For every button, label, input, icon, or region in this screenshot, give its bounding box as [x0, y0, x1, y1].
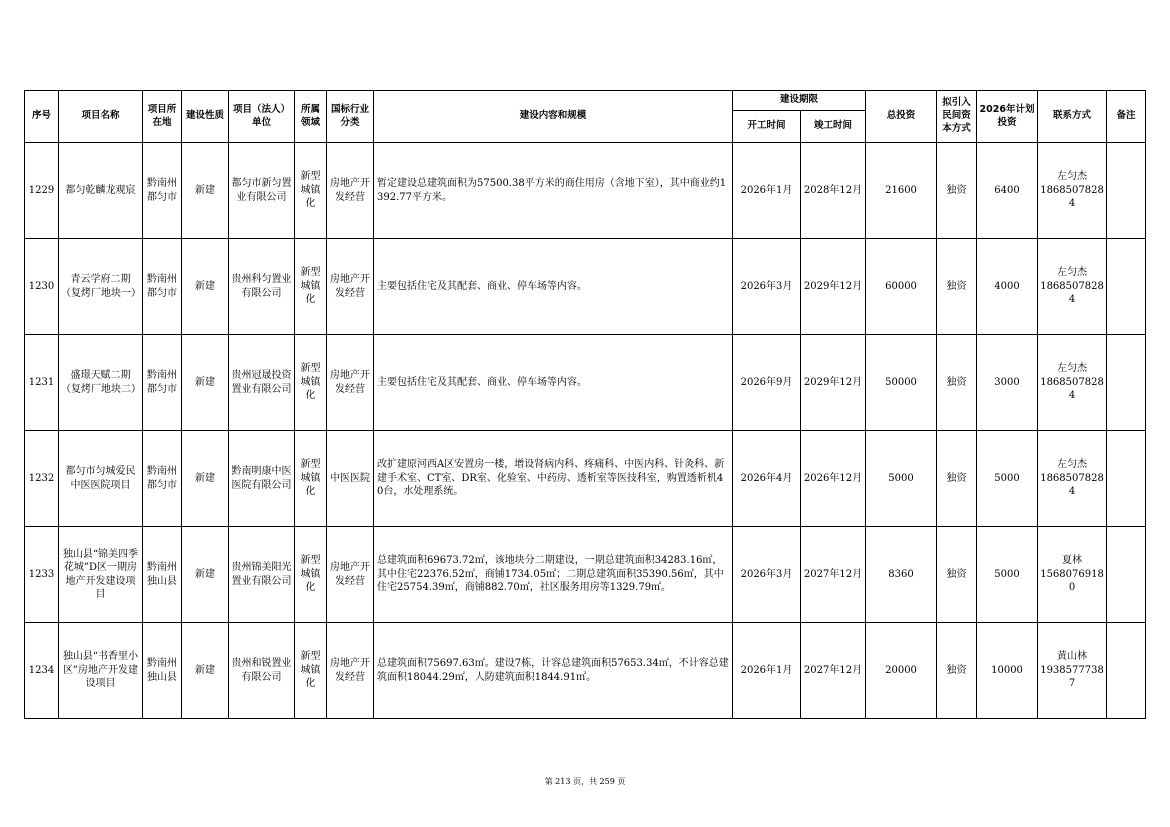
- cell-industry: 房地产开发经营: [327, 623, 374, 719]
- header-end: 竣工时间: [801, 111, 866, 143]
- cell-contact: [1038, 143, 1107, 239]
- table-row: [25, 431, 1146, 527]
- cell-plan2026: 5000: [977, 527, 1038, 623]
- cell-scope: 主要包括住宅及其配套、商业、停车场等内容。: [374, 239, 733, 335]
- cell-unit: 都匀市新匀置业有限公司: [229, 143, 295, 239]
- cell-nature: 新建: [182, 527, 229, 623]
- cell-start: 2026年1月: [733, 143, 801, 239]
- contact-phone: 15680769180: [1040, 568, 1104, 594]
- header-location: 项目所在地: [143, 91, 182, 143]
- table-row: [25, 623, 1146, 719]
- cell-capital: 独资: [937, 143, 977, 239]
- cell-seq: 1232: [25, 431, 59, 527]
- cell-seq: 1229: [25, 143, 59, 239]
- cell-contact: [1038, 623, 1107, 719]
- cell-field: 新型城镇化: [295, 431, 327, 527]
- contact-name: 黄山林: [1057, 651, 1088, 663]
- cell-nature: 新建: [182, 335, 229, 431]
- contact-name: 左匀杰: [1057, 171, 1088, 183]
- cell-note: [1107, 335, 1146, 431]
- header-note: 备注: [1107, 91, 1146, 143]
- header-field: 所属领域: [295, 91, 327, 143]
- cell-total: 60000: [866, 239, 937, 335]
- contact-phone: 18685078284: [1040, 184, 1104, 210]
- cell-unit: 贵州锦美阳光置业有限公司: [229, 527, 295, 623]
- header-period: 建设期限: [733, 91, 866, 111]
- cell-location: 黔南州独山县: [143, 527, 182, 623]
- cell-industry: 房地产开发经营: [327, 239, 374, 335]
- cell-name: 都匀市匀城爱民中医医院项目: [59, 431, 143, 527]
- cell-end: 2027年12月: [801, 623, 866, 719]
- header-industry: 国标行业分类: [327, 91, 374, 143]
- cell-field: 新型城镇化: [295, 239, 327, 335]
- cell-total: 5000: [866, 431, 937, 527]
- cell-seq: 1233: [25, 527, 59, 623]
- cell-start: 2026年3月: [733, 239, 801, 335]
- table-row: [25, 143, 1146, 239]
- cell-scope: 改扩建原河西A区安置房一楼，增设肾病内科、疼痛科、中医内科、针灸科、新建手术室、CT室、DR室、化验室、中药房、透析室等医技科室，购置透析机40台，水处理系统。: [374, 431, 733, 527]
- cell-field: 新型城镇化: [295, 527, 327, 623]
- cell-contact: [1038, 527, 1107, 623]
- contact-name: 左匀杰: [1057, 267, 1088, 279]
- cell-plan2026: 4000: [977, 239, 1038, 335]
- cell-unit: 贵州和锐置业有限公司: [229, 623, 295, 719]
- contact-phone: 18685078284: [1040, 376, 1104, 402]
- cell-location: 黔南州都匀市: [143, 239, 182, 335]
- cell-start: 2026年9月: [733, 335, 801, 431]
- cell-start: 2026年4月: [733, 431, 801, 527]
- cell-name: 盛璟天赋二期（复烤厂地块二）: [59, 335, 143, 431]
- cell-industry: 房地产开发经营: [327, 527, 374, 623]
- cell-capital: 独资: [937, 527, 977, 623]
- cell-note: [1107, 239, 1146, 335]
- header-scope: 建设内容和规模: [374, 91, 733, 143]
- table-row: [25, 335, 1146, 431]
- cell-end: 2029年12月: [801, 335, 866, 431]
- cell-location: 黔南州都匀市: [143, 335, 182, 431]
- cell-nature: 新建: [182, 431, 229, 527]
- cell-industry: 中医医院: [327, 431, 374, 527]
- cell-unit: 贵州科匀置业有限公司: [229, 239, 295, 335]
- cell-contact: [1038, 335, 1107, 431]
- header-nature: 建设性质: [182, 91, 229, 143]
- cell-field: 新型城镇化: [295, 335, 327, 431]
- cell-nature: 新建: [182, 623, 229, 719]
- cell-location: 黔南州都匀市: [143, 431, 182, 527]
- cell-scope: 总建筑面积69673.72㎡，该地块分二期建设，一期总建筑面积34283.16㎡，其中住宅22376.52㎡，商铺1734.05㎡；二期总建筑面积35390.56㎡，其中住宅25754.39㎡，商铺882.70㎡，社区服务用房等1329.79㎡。: [374, 527, 733, 623]
- cell-name: 都匀乾麟龙观宸: [59, 143, 143, 239]
- cell-capital: 独资: [937, 239, 977, 335]
- cell-start: 2026年1月: [733, 623, 801, 719]
- contact-phone: 19385777387: [1040, 664, 1104, 690]
- cell-contact: [1038, 239, 1107, 335]
- contact-phone: 18685078284: [1040, 280, 1104, 306]
- cell-seq: 1231: [25, 335, 59, 431]
- cell-note: [1107, 431, 1146, 527]
- cell-capital: 独资: [937, 431, 977, 527]
- table-row: [25, 239, 1146, 335]
- cell-end: 2026年12月: [801, 431, 866, 527]
- cell-end: 2029年12月: [801, 239, 866, 335]
- cell-scope: 暂定建设总建筑面积为57500.38平方米的商住用房（含地下室），其中商业约1392.77平方米。: [374, 143, 733, 239]
- contact-name: 左匀杰: [1057, 459, 1088, 471]
- project-table: [24, 90, 1146, 719]
- cell-note: [1107, 527, 1146, 623]
- cell-total: 50000: [866, 335, 937, 431]
- contact-phone: 18685078284: [1040, 472, 1104, 498]
- cell-name: 独山县“锦美四季花城”D区一期房地产开发建设项目: [59, 527, 143, 623]
- cell-unit: 贵州冠晟投资置业有限公司: [229, 335, 295, 431]
- cell-plan2026: 3000: [977, 335, 1038, 431]
- cell-end: 2028年12月: [801, 143, 866, 239]
- table-body: [25, 143, 1146, 719]
- cell-plan2026: 5000: [977, 431, 1038, 527]
- cell-unit: 黔南明康中医医院有限公司: [229, 431, 295, 527]
- cell-location: 黔南州都匀市: [143, 143, 182, 239]
- header-total: 总投资: [866, 91, 937, 143]
- cell-nature: 新建: [182, 143, 229, 239]
- contact-name: 夏林: [1062, 555, 1083, 567]
- cell-note: [1107, 143, 1146, 239]
- header-unit: 项目（法人）单位: [229, 91, 295, 143]
- cell-contact: [1038, 431, 1107, 527]
- cell-field: 新型城镇化: [295, 623, 327, 719]
- cell-scope: 主要包括住宅及其配套、商业、停车场等内容。: [374, 335, 733, 431]
- cell-nature: 新建: [182, 239, 229, 335]
- header-start: 开工时间: [733, 111, 801, 143]
- cell-capital: 独资: [937, 335, 977, 431]
- cell-location: 黔南州独山县: [143, 623, 182, 719]
- cell-industry: 房地产开发经营: [327, 335, 374, 431]
- cell-seq: 1234: [25, 623, 59, 719]
- cell-industry: 房地产开发经营: [327, 143, 374, 239]
- cell-total: 21600: [866, 143, 937, 239]
- cell-field: 新型城镇化: [295, 143, 327, 239]
- cell-name: 独山县“书香里小区”房地产开发建设项目: [59, 623, 143, 719]
- table-row: [25, 527, 1146, 623]
- header-plan2026: 2026年计划投资: [977, 91, 1038, 143]
- cell-end: 2027年12月: [801, 527, 866, 623]
- cell-plan2026: 10000: [977, 623, 1038, 719]
- cell-seq: 1230: [25, 239, 59, 335]
- header-seq: 序号: [25, 91, 59, 143]
- cell-total: 8360: [866, 527, 937, 623]
- cell-start: 2026年3月: [733, 527, 801, 623]
- contact-name: 左匀杰: [1057, 363, 1088, 375]
- cell-total: 20000: [866, 623, 937, 719]
- page-number: 第 213 页，共 259 页: [544, 777, 626, 786]
- cell-note: [1107, 623, 1146, 719]
- cell-scope: 总建筑面积75697.63㎡。建设7栋，计容总建筑面积57653.34㎡，不计容总建筑面积18044.29㎡，人防建筑面积1844.91㎡。: [374, 623, 733, 719]
- header-capital: 拟引入民间资本方式: [937, 91, 977, 143]
- cell-name: 青云学府二期（复烤厂地块一）: [59, 239, 143, 335]
- cell-plan2026: 6400: [977, 143, 1038, 239]
- header-contact: 联系方式: [1038, 91, 1107, 143]
- cell-capital: 独资: [937, 623, 977, 719]
- header-name: 项目名称: [59, 91, 143, 143]
